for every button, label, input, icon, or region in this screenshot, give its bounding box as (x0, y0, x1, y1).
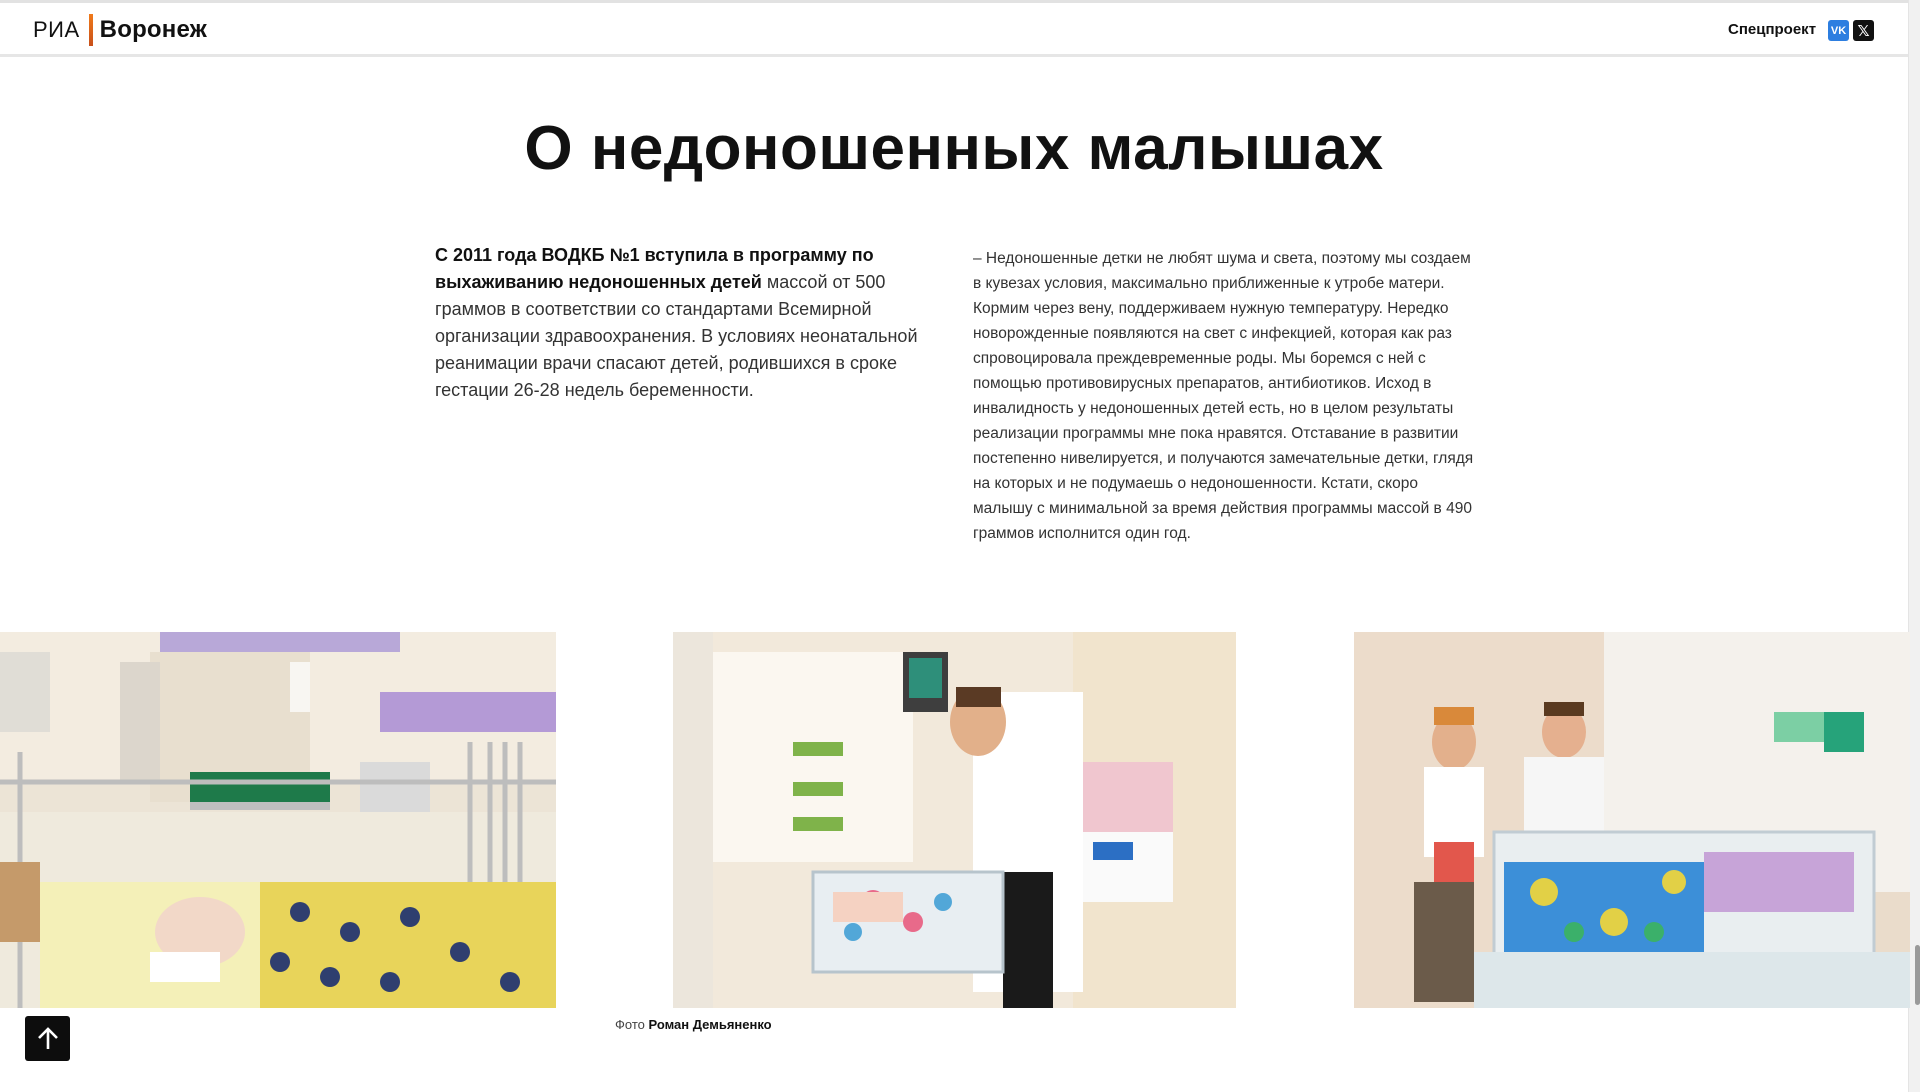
gallery-photo-nicu-room[interactable] (0, 632, 556, 1008)
scrollbar-thumb[interactable] (1915, 945, 1920, 1005)
gallery-photo-doctor[interactable] (673, 632, 1236, 1008)
scroll-to-top-button[interactable] (25, 1016, 70, 1061)
arrow-up-icon (35, 1026, 61, 1052)
caption-prefix: Фото (615, 1017, 649, 1032)
lead-text: массой от 500 граммов в соответствии со стандартами Всемирной организации здравоохранения. В условиях неонатальной реанимации врачи спасают детей, родившихся в сроке гестации 26-28 недель беременности. (435, 272, 918, 400)
doctor-quote: – Недоношенные детки не любят шума и света, поэтому мы создаем в кувезах условия, максимально приближенные к утробе матери. Кормим через вену, поддерживаем нужную температуру. Нередко новорожденные появляются на свет с инфекцией, которая как раз спровоцировала преждевременные роды. Мы боремся с ней с помощью противовирусных препаратов, антибиотиков. Исход в инвалидность у недоношенных детей есть, но в целом результаты реализации программы мне пока нравятся. Отставание в развитии постепенно нивелируется, и получаются замечательные детки, глядя на которых и не подумаешь о недоношенности. Кстати, скоро малышу с минимальной за время действия программы массой в 490 граммов исполнится один год. (973, 250, 1474, 542)
logo-city-text: Воронеж (99, 16, 207, 43)
logo-ria-text: РИА (33, 17, 80, 42)
caption-author: Роман Демьяненко (648, 1017, 772, 1032)
lead-bold-text: С 2011 года ВОДКБ №1 вступила в программу по выхаживанию недоношенных детей (435, 245, 874, 292)
article-lead (435, 242, 925, 404)
vk-icon[interactable]: VK (1828, 20, 1849, 41)
special-project-link[interactable]: Спецпроект (1728, 21, 1817, 38)
site-logo[interactable] (33, 14, 207, 46)
gallery-photo-ward[interactable] (1354, 632, 1910, 1008)
logo-divider (89, 14, 93, 46)
article-title: О недоношенных малышах (524, 114, 1384, 183)
x-twitter-icon[interactable]: 𝕏 (1853, 20, 1874, 41)
site-header (0, 3, 1908, 57)
photo-caption (615, 1017, 772, 1032)
